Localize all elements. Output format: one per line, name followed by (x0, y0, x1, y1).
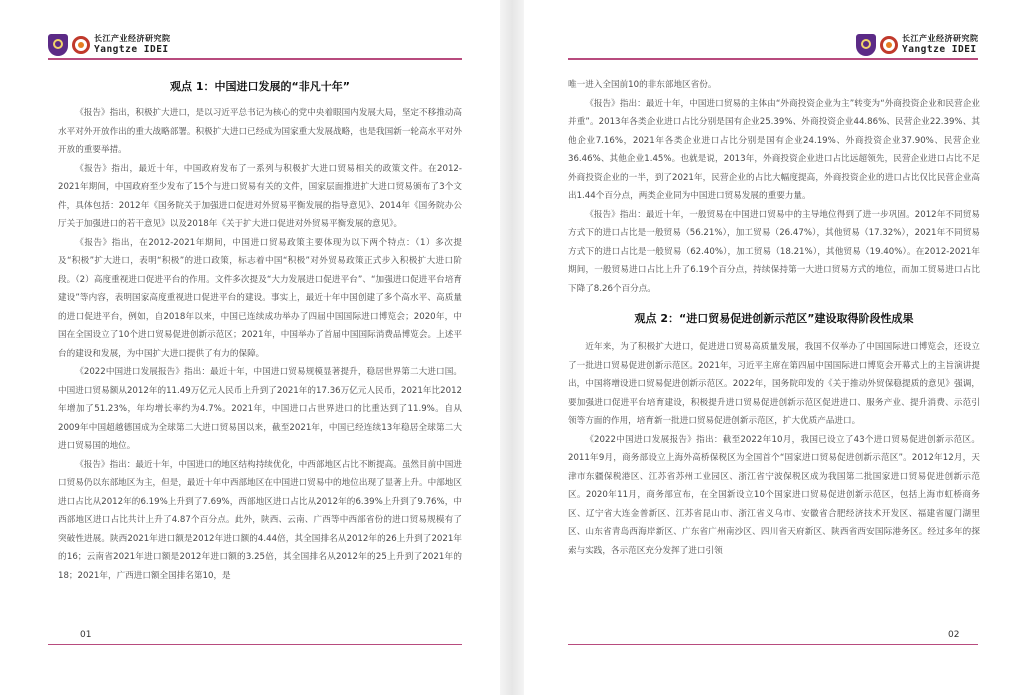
footer-divider (568, 644, 978, 645)
university-emblem-icon (48, 34, 68, 56)
paragraph: 近年来，为了积极扩大进口，促进进口贸易高质量发展，我国不仅举办了中国国际进口博览会，还设立了一批进口贸易促进创新示范区。2021年，习近平主席在第四届中国国际进口博览会开幕式上的主旨演讲提出，中国将增设进口贸易促进创新示范区。2022年，国务院印发的《关于推动外贸保稳提质的意见》强调，要加强进口促进平台培育建设，积极提升进口贸易促进创新示范区促进进口、服务产业、提升消费、示范引领等方面的作用，培育新一批进口贸易促进创新示范区，扩大优质产品进口。 (568, 342, 980, 426)
right-page (524, 0, 1024, 695)
university-emblem-icon (856, 34, 876, 56)
section-title-2: 观点 2：“进口贸易促进创新示范区”建设取得阶段性成果 (634, 312, 914, 325)
page-number: 01 (80, 630, 92, 640)
paragraph: 《2022中国进口发展报告》指出：截至2022年10月，我国已设立了43个进口贸易促进创新示范区。2011年9月，商务部设立上海外高桥保税区为全国首个“国家进口贸易促进创新示范区”。2012年12月，天津市东疆保税港区、江苏省苏州工业园区、浙江省宁波保税区成为我国第二批国家进口贸易促进创新示范区。2020年11月，商务部宣布，在全国新设立10个国家进口贸易促进创新示范区，包括上海市虹桥商务区、辽宁省大连金普新区、江苏省昆山市、浙江省义乌市、安徽省合肥经济技术开发区、福建省厦门湖里区、山东省青岛西海岸新区、广东省广州南沙区、四川省天府新区、陕西省西安国际港务区。经过多年的探索与实践，各示范区充分发挥了进口引领 (568, 434, 980, 556)
institute-name-en: Yangtze IDEI (94, 44, 169, 56)
paragraph: 《2022中国进口发展报告》指出：最近十年，中国进口贸易规模显著提升，稳居世界第二大进口国。中国进口贸易额从2012年的11.49万亿元人民币上升到了2021年的17.36万亿元人民币，2021年比2012年增加了51.23%，年均增长率约为4.7%。2021年，中国进口占世界进口的比重达到了11.9%。自从2009年中国超越德国成为全球第二大进口贸易国以来，截至2021年，中国已经连续13年稳居全球第二大进口贸易国的地位。 (58, 367, 462, 451)
section-title-1: 观点 1：中国进口发展的“非凡十年” (170, 80, 350, 93)
paragraph: 《报告》指出，在2012-2021年期间，中国进口贸易政策主要体现为以下两个特点：（1）多次提及“积极”扩大进口，表明“积极”的进口政策，标志着中国“积极”对外贸易政策正式步入积极扩大进口阶段。（2）高度重视进口促进平台的作用。文件多次提及“大力发展进口促进平台”、“加强进口促进平台培育建设”等内容，表明国家高度重视进口促进平台的建设。事实上，最近十年中国创建了多个高水平、高质量的进口促进平台，例如，自2018年以来，中国已连续成功举办了四届中国国际进口博览会；2020年，中国在全国设立了10个进口贸易促进创新示范区；2021年，中国举办了首届中国国际消费品博览会。上述平台的建设和发展，为中国扩大进口提供了有力的保障。 (58, 237, 462, 359)
paragraph-continuation: 唯一进入全国前10的非东部地区省份。 (568, 80, 717, 90)
institute-name-en: Yangtze IDEI (902, 44, 977, 56)
header-divider (568, 58, 978, 60)
institute-name-cn: 长江产业经济研究院 (94, 34, 171, 44)
header-logo (856, 34, 979, 56)
institute-logo-icon (72, 36, 90, 54)
paragraph: 《报告》指出，最近十年，中国政府发布了一系列与积极扩大进口贸易相关的政策文件。在2012-2021年期间，中国政府至少发布了15个与进口贸易有关的文件，国家层面推进扩大进口贸易颁布了3个文件，具体包括：2012年《国务院关于加强进口促进对外贸易平衡发展的指导意见》、2014年《国务院办公厅关于加强进口的若干意见》以及2018年《关于扩大进口促进对外贸易平衡发展的意见》。 (58, 163, 462, 229)
paragraph: 《报告》指出：最近十年，中国进口贸易的主体由“外商投资企业为主”转变为“外商投资企业和民营企业并重”。2013年各类企业进口占比分别是国有企业25.39%、外商投资企业44.86%、民营企业22.39%、其他企业7.16%，2021年各类企业进口占比分别是国有企业24.19%、外商投资企业37.90%、民营企业36.46%、其他企业1.45%。也就是说，2013年，外商投资企业进口占比远超领先，民营企业进口占比不足外商投资企业的一半，到了2021年，民营企业的占比大幅度提高，外商投资企业的进口占比仅比民营企业高出1.44个百分点，两类企业同为中国进口贸易发展的重要力量。 (568, 98, 980, 201)
brand-text (902, 35, 979, 55)
header-logo (48, 34, 171, 56)
paragraph: 《报告》指出，积极扩大进口，是以习近平总书记为核心的党中央着眼国内发展大局，坚定不移推动高水平对外开放作出的重大战略部署。积极扩大进口已经成为国家重大发展战略，也是我国新一轮高水平对外开放的重要举措。 (58, 108, 462, 155)
page-number: 02 (948, 630, 960, 640)
institute-logo-icon (880, 36, 898, 54)
left-body (58, 76, 462, 585)
right-body (568, 76, 980, 560)
paragraph: 《报告》指出：最近十年，中国进口的地区结构持续优化，中西部地区占比不断提高。虽然目前中国进口贸易仍以东部地区为主，但是，最近十年中西部地区在中国进口贸易中的地位出现了显著上升。中部地区进口占比从2012年的6.19%上升到了7.69%，西部地区进口占比从2012年的6.39%上升到了9.76%，中西部地区进口占比共计上升了4.87个百分点。此外，陕西、云南、广西等中西部省份的进口贸易规模有了突破性进展。陕西2021年进口额是2012年进口额的4.44倍，其全国排名从2012年的26上升到了2021年的16；云南省2021年进口额是2012年进口额的3.25倍，其全国排名从2012年的25上升到了2021年的18；2021年，广西进口额全国排名第10，是 (58, 459, 462, 581)
footer-divider (48, 644, 462, 645)
left-page (0, 0, 500, 695)
paragraph: 《报告》指出：最近十年，一般贸易在中国进口贸易中的主导地位得到了进一步巩固。2012年不同贸易方式下的进口占比是一般贸易（56.21%），加工贸易（26.47%），其他贸易（17.32%），2021年不同贸易方式下的进口占比是一般贸易（62.40%），加工贸易（18.21%），其他贸易（19.40%）。在2012-2021年期间，一般贸易进口占比上升了6.19个百分点，持续保持第一大进口贸易方式的地位，而加工贸易进口占比下降了8.26个百分点。 (568, 209, 980, 294)
header-divider (48, 58, 462, 60)
book-gutter (500, 0, 524, 695)
brand-text (94, 35, 171, 55)
institute-name-cn: 长江产业经济研究院 (902, 34, 979, 44)
